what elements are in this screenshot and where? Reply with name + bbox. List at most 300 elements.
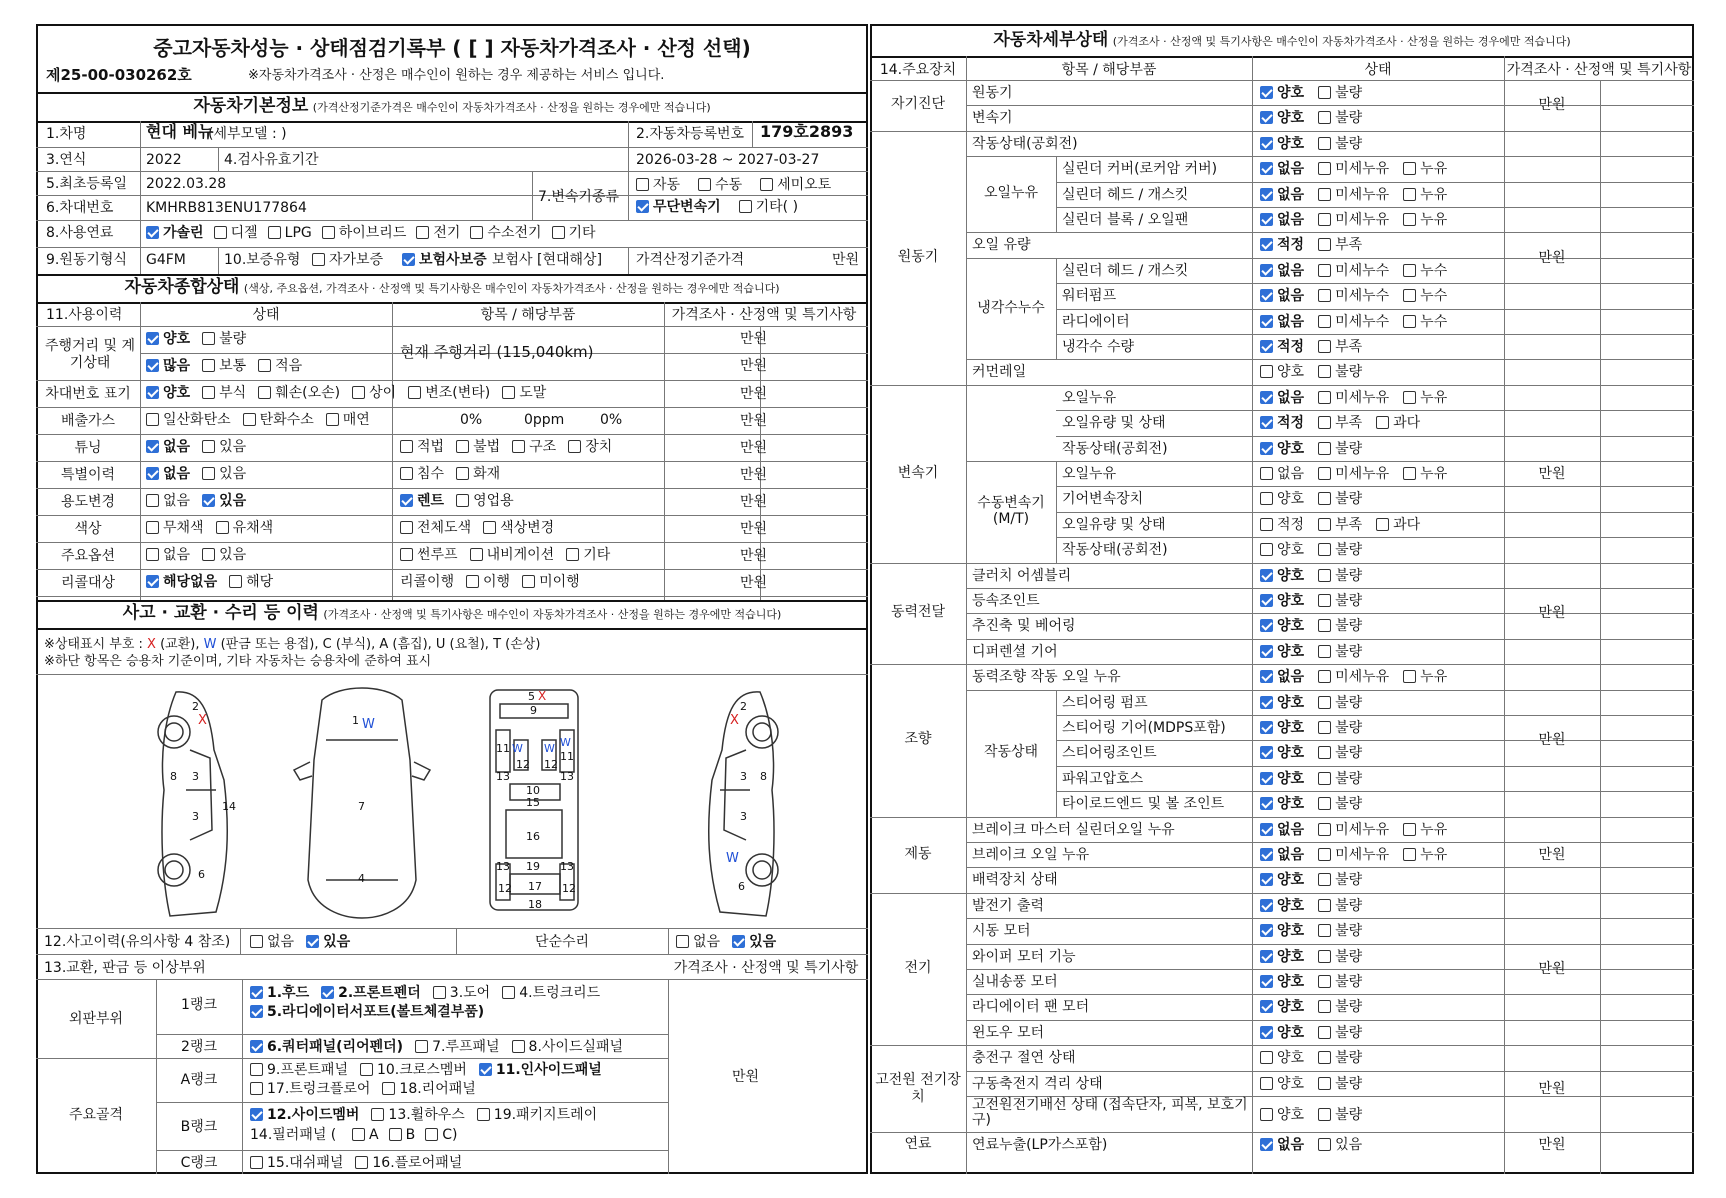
checkbox-icon[interactable] xyxy=(456,467,469,480)
checkbox-icon[interactable] xyxy=(1260,899,1273,912)
checkbox-icon[interactable] xyxy=(1318,188,1331,201)
checkbox-icon[interactable] xyxy=(202,548,215,561)
checkbox-icon[interactable] xyxy=(216,521,229,534)
checkbox-option[interactable] xyxy=(202,546,246,564)
checkbox-icon[interactable] xyxy=(1260,162,1273,175)
checkbox-option[interactable] xyxy=(1260,998,1304,1016)
checkbox-icon[interactable] xyxy=(243,413,256,426)
checkbox-option[interactable] xyxy=(483,519,554,537)
checkbox-icon[interactable] xyxy=(1260,442,1273,455)
checkbox-icon[interactable] xyxy=(402,253,415,266)
checkbox-icon[interactable] xyxy=(326,413,339,426)
checkbox-icon[interactable] xyxy=(1260,569,1273,582)
checkbox-icon[interactable] xyxy=(1260,1108,1273,1121)
checkbox-icon[interactable] xyxy=(1260,238,1273,251)
checkbox-icon[interactable] xyxy=(1318,1000,1331,1013)
checkbox-option[interactable] xyxy=(1260,338,1304,356)
checkbox-option[interactable] xyxy=(146,492,190,510)
checkbox-icon[interactable] xyxy=(146,440,159,453)
checkbox-icon[interactable] xyxy=(1318,746,1331,759)
checkbox-option[interactable] xyxy=(760,176,831,194)
checkbox-option[interactable] xyxy=(250,1154,343,1172)
checkbox-option[interactable] xyxy=(1260,1106,1304,1124)
checkbox-icon[interactable] xyxy=(250,935,263,948)
checkbox-option[interactable] xyxy=(1318,465,1389,483)
checkbox-icon[interactable] xyxy=(1260,391,1273,404)
checkbox-icon[interactable] xyxy=(258,359,271,372)
checkbox-icon[interactable] xyxy=(146,494,159,507)
checkbox-option[interactable] xyxy=(1403,465,1447,483)
checkbox-icon[interactable] xyxy=(1318,137,1331,150)
checkbox-icon[interactable] xyxy=(1318,238,1331,251)
checkbox-icon[interactable] xyxy=(1318,264,1331,277)
checkbox-option[interactable] xyxy=(322,224,407,242)
checkbox-icon[interactable] xyxy=(202,386,215,399)
checkbox-icon[interactable] xyxy=(229,575,242,588)
checkbox-icon[interactable] xyxy=(1260,1051,1273,1064)
checkbox-option[interactable] xyxy=(568,438,612,456)
checkbox-option[interactable] xyxy=(1318,846,1389,864)
checkbox-icon[interactable] xyxy=(1260,797,1273,810)
checkbox-icon[interactable] xyxy=(522,575,535,588)
checkbox-icon[interactable] xyxy=(146,521,159,534)
checkbox-option[interactable] xyxy=(268,224,312,242)
checkbox-icon[interactable] xyxy=(1318,1051,1331,1064)
checkbox-icon[interactable] xyxy=(250,1005,263,1018)
checkbox-icon[interactable] xyxy=(250,1040,263,1053)
checkbox-icon[interactable] xyxy=(477,1108,490,1121)
checkbox-option[interactable] xyxy=(1403,287,1447,305)
checkbox-icon[interactable] xyxy=(1260,365,1273,378)
checkbox-icon[interactable] xyxy=(1260,1026,1273,1039)
checkbox-icon[interactable] xyxy=(1318,492,1331,505)
checkbox-icon[interactable] xyxy=(1260,670,1273,683)
checkbox-icon[interactable] xyxy=(202,359,215,372)
checkbox-option[interactable] xyxy=(360,1061,467,1079)
checkbox-icon[interactable] xyxy=(202,332,215,345)
checkbox-option[interactable] xyxy=(258,384,340,402)
checkbox-option[interactable] xyxy=(1318,821,1389,839)
checkbox-icon[interactable] xyxy=(456,440,469,453)
checkbox-option[interactable] xyxy=(1403,313,1447,331)
checkbox-option[interactable] xyxy=(146,384,190,402)
checkbox-option[interactable] xyxy=(1260,948,1304,966)
checkbox-option[interactable] xyxy=(1318,84,1362,102)
checkbox-icon[interactable] xyxy=(1260,924,1273,937)
checkbox-icon[interactable] xyxy=(306,935,319,948)
checkbox-icon[interactable] xyxy=(146,332,159,345)
checkbox-icon[interactable] xyxy=(1318,772,1331,785)
checkbox-option[interactable] xyxy=(1318,998,1362,1016)
checkbox-icon[interactable] xyxy=(250,1063,263,1076)
checkbox-option[interactable] xyxy=(1318,414,1362,432)
checkbox-icon[interactable] xyxy=(1318,1108,1331,1121)
checkbox-icon[interactable] xyxy=(1318,899,1331,912)
checkbox-option[interactable] xyxy=(1318,363,1362,381)
checkbox-icon[interactable] xyxy=(1260,746,1273,759)
checkbox-icon[interactable] xyxy=(268,226,281,239)
checkbox-option[interactable] xyxy=(216,519,274,537)
checkbox-option[interactable] xyxy=(1376,414,1420,432)
checkbox-option[interactable] xyxy=(229,573,273,591)
checkbox-option[interactable] xyxy=(389,1126,416,1144)
checkbox-option[interactable] xyxy=(1318,135,1362,153)
checkbox-option[interactable] xyxy=(146,465,190,483)
checkbox-icon[interactable] xyxy=(400,440,413,453)
checkbox-icon[interactable] xyxy=(1260,1077,1273,1090)
checkbox-icon[interactable] xyxy=(250,1108,263,1121)
checkbox-icon[interactable] xyxy=(352,1128,365,1141)
checkbox-option[interactable] xyxy=(250,1003,484,1021)
checkbox-option[interactable] xyxy=(1318,770,1362,788)
checkbox-icon[interactable] xyxy=(250,1156,263,1169)
checkbox-icon[interactable] xyxy=(312,253,325,266)
checkbox-option[interactable] xyxy=(415,1038,499,1056)
checkbox-option[interactable] xyxy=(1318,338,1362,356)
checkbox-option[interactable] xyxy=(400,546,458,564)
checkbox-icon[interactable] xyxy=(1260,111,1273,124)
checkbox-option[interactable] xyxy=(1318,592,1362,610)
checkbox-option[interactable] xyxy=(250,984,309,1002)
checkbox-icon[interactable] xyxy=(400,548,413,561)
checkbox-icon[interactable] xyxy=(676,935,689,948)
checkbox-icon[interactable] xyxy=(636,200,649,213)
checkbox-option[interactable] xyxy=(1260,135,1304,153)
checkbox-icon[interactable] xyxy=(1318,721,1331,734)
checkbox-option[interactable] xyxy=(1260,1075,1304,1093)
checkbox-icon[interactable] xyxy=(1318,1026,1331,1039)
checkbox-option[interactable] xyxy=(1403,389,1447,407)
checkbox-icon[interactable] xyxy=(400,494,413,507)
checkbox-option[interactable] xyxy=(1403,186,1447,204)
checkbox-icon[interactable] xyxy=(1260,696,1273,709)
checkbox-icon[interactable] xyxy=(214,226,227,239)
checkbox-icon[interactable] xyxy=(1260,645,1273,658)
checkbox-icon[interactable] xyxy=(698,178,711,191)
checkbox-option[interactable] xyxy=(502,384,546,402)
checkbox-option[interactable] xyxy=(1403,668,1447,686)
checkbox-icon[interactable] xyxy=(1318,111,1331,124)
checkbox-icon[interactable] xyxy=(566,548,579,561)
checkbox-option[interactable] xyxy=(636,176,680,194)
checkbox-option[interactable] xyxy=(1260,744,1304,762)
checkbox-icon[interactable] xyxy=(470,226,483,239)
checkbox-icon[interactable] xyxy=(146,548,159,561)
checkbox-icon[interactable] xyxy=(408,386,421,399)
checkbox-option[interactable] xyxy=(1260,1024,1304,1042)
checkbox-option[interactable] xyxy=(1318,236,1362,254)
checkbox-icon[interactable] xyxy=(1318,797,1331,810)
checkbox-icon[interactable] xyxy=(1318,594,1331,607)
checkbox-icon[interactable] xyxy=(1260,772,1273,785)
checkbox-icon[interactable] xyxy=(1260,315,1273,328)
checkbox-icon[interactable] xyxy=(1260,823,1273,836)
checkbox-option[interactable] xyxy=(1318,897,1362,915)
checkbox-icon[interactable] xyxy=(1318,1138,1331,1151)
checkbox-icon[interactable] xyxy=(146,413,159,426)
checkbox-icon[interactable] xyxy=(1260,86,1273,99)
checkbox-icon[interactable] xyxy=(1260,950,1273,963)
checkbox-icon[interactable] xyxy=(250,986,263,999)
checkbox-option[interactable] xyxy=(243,411,314,429)
checkbox-option[interactable] xyxy=(1318,948,1362,966)
checkbox-option[interactable] xyxy=(470,546,555,564)
checkbox-option[interactable] xyxy=(1260,287,1304,305)
checkbox-option[interactable] xyxy=(416,224,460,242)
checkbox-icon[interactable] xyxy=(371,1108,384,1121)
checkbox-option[interactable] xyxy=(1260,160,1304,178)
checkbox-option[interactable] xyxy=(1260,617,1304,635)
checkbox-option[interactable] xyxy=(1260,668,1304,686)
checkbox-icon[interactable] xyxy=(360,1063,373,1076)
checkbox-option[interactable] xyxy=(1318,643,1362,661)
checkbox-icon[interactable] xyxy=(258,386,271,399)
checkbox-option[interactable] xyxy=(202,438,246,456)
checkbox-icon[interactable] xyxy=(202,440,215,453)
checkbox-option[interactable] xyxy=(250,1080,370,1098)
checkbox-icon[interactable] xyxy=(1260,188,1273,201)
checkbox-icon[interactable] xyxy=(1260,975,1273,988)
checkbox-option[interactable] xyxy=(1260,846,1304,864)
checkbox-icon[interactable] xyxy=(1318,696,1331,709)
checkbox-option[interactable] xyxy=(1318,186,1389,204)
checkbox-icon[interactable] xyxy=(146,467,159,480)
checkbox-icon[interactable] xyxy=(568,440,581,453)
checkbox-icon[interactable] xyxy=(1260,492,1273,505)
checkbox-option[interactable] xyxy=(352,384,396,402)
checkbox-option[interactable] xyxy=(1376,516,1420,534)
checkbox-icon[interactable] xyxy=(456,494,469,507)
checkbox-option[interactable] xyxy=(1260,262,1304,280)
checkbox-option[interactable] xyxy=(258,357,302,375)
checkbox-option[interactable] xyxy=(1260,1136,1304,1154)
checkbox-icon[interactable] xyxy=(1260,289,1273,302)
checkbox-icon[interactable] xyxy=(502,386,515,399)
checkbox-icon[interactable] xyxy=(1260,213,1273,226)
checkbox-icon[interactable] xyxy=(1318,442,1331,455)
checkbox-option[interactable] xyxy=(408,384,490,402)
checkbox-icon[interactable] xyxy=(1403,315,1416,328)
checkbox-option[interactable] xyxy=(477,1106,597,1124)
checkbox-option[interactable] xyxy=(1318,211,1389,229)
checkbox-option[interactable] xyxy=(146,519,204,537)
checkbox-option[interactable] xyxy=(470,224,541,242)
checkbox-icon[interactable] xyxy=(1260,848,1273,861)
checkbox-option[interactable] xyxy=(512,438,556,456)
checkbox-option[interactable] xyxy=(400,438,444,456)
checkbox-option[interactable] xyxy=(202,465,246,483)
checkbox-option[interactable] xyxy=(1260,440,1304,458)
checkbox-icon[interactable] xyxy=(1403,391,1416,404)
checkbox-icon[interactable] xyxy=(355,1156,368,1169)
checkbox-option[interactable] xyxy=(636,198,721,216)
checkbox-icon[interactable] xyxy=(466,575,479,588)
checkbox-option[interactable] xyxy=(1318,440,1362,458)
checkbox-option[interactable] xyxy=(1318,719,1362,737)
checkbox-option[interactable] xyxy=(250,1106,359,1124)
checkbox-icon[interactable] xyxy=(1318,86,1331,99)
checkbox-icon[interactable] xyxy=(1403,823,1416,836)
checkbox-option[interactable] xyxy=(1260,719,1304,737)
checkbox-option[interactable] xyxy=(552,224,596,242)
checkbox-option[interactable] xyxy=(698,176,742,194)
checkbox-option[interactable] xyxy=(1318,389,1389,407)
checkbox-icon[interactable] xyxy=(502,986,515,999)
checkbox-icon[interactable] xyxy=(1318,924,1331,937)
checkbox-option[interactable] xyxy=(1318,1075,1362,1093)
checkbox-icon[interactable] xyxy=(1403,264,1416,277)
checkbox-option[interactable] xyxy=(1318,744,1362,762)
checkbox-option[interactable] xyxy=(1403,160,1447,178)
checkbox-option[interactable] xyxy=(502,984,600,1002)
checkbox-icon[interactable] xyxy=(512,440,525,453)
checkbox-option[interactable] xyxy=(456,465,500,483)
checkbox-option[interactable] xyxy=(1260,922,1304,940)
checkbox-icon[interactable] xyxy=(146,386,159,399)
checkbox-option[interactable] xyxy=(1318,1049,1362,1067)
checkbox-option[interactable] xyxy=(382,1080,475,1098)
checkbox-option[interactable] xyxy=(1260,541,1304,559)
checkbox-icon[interactable] xyxy=(400,467,413,480)
checkbox-option[interactable] xyxy=(146,411,231,429)
checkbox-icon[interactable] xyxy=(1318,365,1331,378)
checkbox-option[interactable] xyxy=(306,933,350,951)
checkbox-option[interactable] xyxy=(1260,186,1304,204)
checkbox-icon[interactable] xyxy=(512,1040,525,1053)
checkbox-icon[interactable] xyxy=(425,1128,438,1141)
checkbox-option[interactable] xyxy=(676,933,720,951)
checkbox-option[interactable] xyxy=(1260,770,1304,788)
checkbox-option[interactable] xyxy=(1260,313,1304,331)
checkbox-option[interactable] xyxy=(456,492,514,510)
checkbox-icon[interactable] xyxy=(1260,340,1273,353)
checkbox-icon[interactable] xyxy=(1318,289,1331,302)
checkbox-icon[interactable] xyxy=(1318,645,1331,658)
checkbox-option[interactable] xyxy=(214,224,258,242)
checkbox-option[interactable] xyxy=(1403,821,1447,839)
checkbox-icon[interactable] xyxy=(1318,162,1331,175)
checkbox-icon[interactable] xyxy=(739,200,752,213)
checkbox-option[interactable] xyxy=(321,984,421,1002)
checkbox-icon[interactable] xyxy=(1260,873,1273,886)
checkbox-icon[interactable] xyxy=(1403,162,1416,175)
checkbox-option[interactable] xyxy=(1318,1024,1362,1042)
checkbox-icon[interactable] xyxy=(1403,670,1416,683)
checkbox-icon[interactable] xyxy=(1318,823,1331,836)
checkbox-icon[interactable] xyxy=(1403,289,1416,302)
checkbox-icon[interactable] xyxy=(146,575,159,588)
checkbox-option[interactable] xyxy=(1318,973,1362,991)
checkbox-option[interactable] xyxy=(456,438,500,456)
checkbox-option[interactable] xyxy=(355,1154,462,1172)
checkbox-option[interactable] xyxy=(1260,1049,1304,1067)
checkbox-icon[interactable] xyxy=(1403,467,1416,480)
checkbox-icon[interactable] xyxy=(1376,416,1389,429)
checkbox-icon[interactable] xyxy=(1260,1138,1273,1151)
checkbox-option[interactable] xyxy=(732,933,776,951)
checkbox-option[interactable] xyxy=(1260,592,1304,610)
checkbox-option[interactable] xyxy=(371,1106,464,1124)
checkbox-option[interactable] xyxy=(312,251,383,269)
checkbox-option[interactable] xyxy=(433,984,490,1002)
checkbox-option[interactable] xyxy=(250,933,294,951)
checkbox-option[interactable] xyxy=(1260,389,1304,407)
checkbox-option[interactable] xyxy=(739,198,798,216)
checkbox-option[interactable] xyxy=(1318,871,1362,889)
checkbox-icon[interactable] xyxy=(1318,340,1331,353)
checkbox-icon[interactable] xyxy=(1260,416,1273,429)
checkbox-icon[interactable] xyxy=(1318,670,1331,683)
checkbox-icon[interactable] xyxy=(1403,848,1416,861)
checkbox-icon[interactable] xyxy=(760,178,773,191)
checkbox-option[interactable] xyxy=(1260,84,1304,102)
checkbox-icon[interactable] xyxy=(1318,569,1331,582)
checkbox-icon[interactable] xyxy=(1318,873,1331,886)
checkbox-icon[interactable] xyxy=(433,986,446,999)
checkbox-option[interactable] xyxy=(466,573,510,591)
checkbox-icon[interactable] xyxy=(1260,721,1273,734)
checkbox-option[interactable] xyxy=(1260,694,1304,712)
checkbox-icon[interactable] xyxy=(636,178,649,191)
checkbox-option[interactable] xyxy=(479,1061,602,1079)
checkbox-icon[interactable] xyxy=(1260,543,1273,556)
checkbox-icon[interactable] xyxy=(732,935,745,948)
checkbox-option[interactable] xyxy=(402,251,487,269)
checkbox-icon[interactable] xyxy=(1318,543,1331,556)
checkbox-option[interactable] xyxy=(1318,516,1362,534)
checkbox-option[interactable] xyxy=(1260,821,1304,839)
checkbox-option[interactable] xyxy=(1318,160,1389,178)
checkbox-option[interactable] xyxy=(1318,694,1362,712)
checkbox-option[interactable] xyxy=(1318,287,1389,305)
checkbox-icon[interactable] xyxy=(1318,950,1331,963)
checkbox-icon[interactable] xyxy=(1318,619,1331,632)
checkbox-icon[interactable] xyxy=(1260,467,1273,480)
checkbox-option[interactable] xyxy=(1260,211,1304,229)
checkbox-icon[interactable] xyxy=(483,521,496,534)
checkbox-option[interactable] xyxy=(202,357,246,375)
checkbox-icon[interactable] xyxy=(1376,518,1389,531)
checkbox-option[interactable] xyxy=(1260,363,1304,381)
checkbox-option[interactable] xyxy=(400,492,444,510)
checkbox-option[interactable] xyxy=(425,1126,457,1144)
checkbox-option[interactable] xyxy=(1403,211,1447,229)
checkbox-icon[interactable] xyxy=(1260,518,1273,531)
checkbox-option[interactable] xyxy=(1318,922,1362,940)
checkbox-icon[interactable] xyxy=(321,986,334,999)
checkbox-icon[interactable] xyxy=(552,226,565,239)
checkbox-icon[interactable] xyxy=(1260,264,1273,277)
checkbox-option[interactable] xyxy=(146,546,190,564)
checkbox-option[interactable] xyxy=(1260,414,1304,432)
checkbox-icon[interactable] xyxy=(352,386,365,399)
checkbox-option[interactable] xyxy=(1318,795,1362,813)
checkbox-icon[interactable] xyxy=(400,521,413,534)
checkbox-option[interactable] xyxy=(1318,262,1389,280)
checkbox-option[interactable] xyxy=(1260,465,1304,483)
checkbox-icon[interactable] xyxy=(389,1128,402,1141)
checkbox-option[interactable] xyxy=(1260,643,1304,661)
checkbox-option[interactable] xyxy=(512,1038,624,1056)
checkbox-icon[interactable] xyxy=(382,1082,395,1095)
checkbox-icon[interactable] xyxy=(1318,518,1331,531)
checkbox-option[interactable] xyxy=(1403,262,1447,280)
checkbox-option[interactable] xyxy=(146,330,190,348)
checkbox-option[interactable] xyxy=(1260,871,1304,889)
checkbox-icon[interactable] xyxy=(1318,467,1331,480)
checkbox-option[interactable] xyxy=(1318,567,1362,585)
checkbox-option[interactable] xyxy=(1260,490,1304,508)
